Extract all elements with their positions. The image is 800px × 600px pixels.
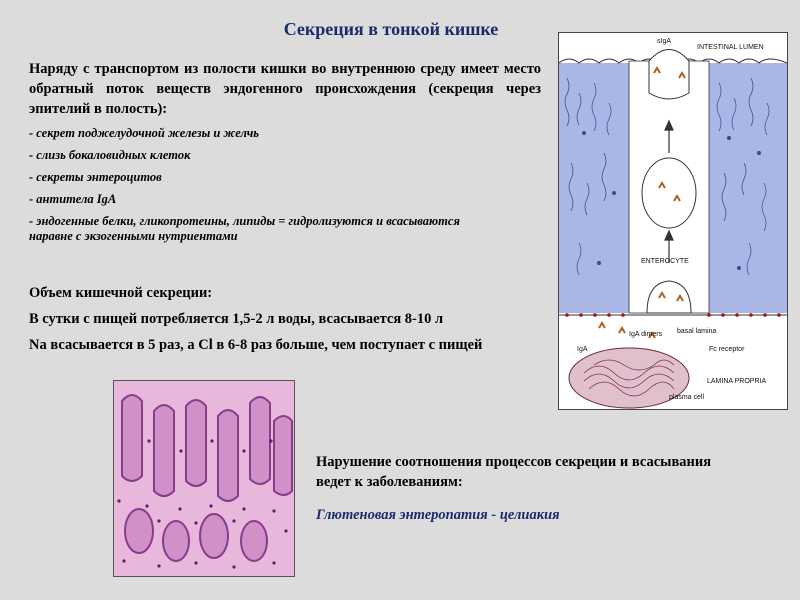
diagram-svg bbox=[559, 33, 787, 409]
list-item: - слизь бокаловидных клеток bbox=[29, 148, 191, 162]
label-basal-lamina: basal lamina bbox=[677, 328, 717, 335]
volume-line-ions: Na всасывается в 5 раз, а Cl в 6-8 раз больше, чем поступает с пищей bbox=[29, 337, 483, 353]
histology-micrograph bbox=[113, 380, 295, 577]
label-siga: sIgA bbox=[657, 38, 672, 45]
intro-paragraph: Наряду с транспортом из полости кишки во внутреннюю среду имеет место обратный поток веществ эндогенного происхождения (секреция через эпителий в полость): bbox=[29, 61, 541, 117]
label-intestinal-lumen: INTESTINAL LUMEN bbox=[697, 44, 764, 51]
list-item: - эндогенные белки, гликопротеины, липиды = гидролизуются и всасываются наравне с экзогенными нутриентами bbox=[29, 214, 460, 243]
list-item: - антитела IgA bbox=[29, 192, 117, 206]
label-lamina-propria: LAMINA PROPRIA bbox=[707, 378, 767, 385]
iga-transcytosis-diagram bbox=[558, 32, 788, 410]
label-iga: IgA bbox=[577, 346, 588, 353]
list-item: - секрет поджелудочной железы и желчь bbox=[29, 126, 259, 140]
list-item: - секреты энтероцитов bbox=[29, 170, 162, 184]
label-enterocyte: ENTEROCYTE bbox=[641, 258, 689, 265]
label-plasma-cell: plasma cell bbox=[669, 394, 705, 401]
micrograph-svg bbox=[114, 381, 294, 576]
label-iga-dimers: IgA dimers bbox=[629, 331, 663, 338]
conclusion-text: Нарушение соотношения процессов секреции и всасывания ведет к заболеваниям: bbox=[316, 454, 712, 490]
page-title: Секреция в тонкой кишке bbox=[283, 19, 499, 39]
secretion-list bbox=[29, 126, 499, 251]
volume-heading: Объем кишечной секреции: bbox=[29, 285, 213, 301]
secretion-volume-section bbox=[29, 283, 549, 361]
disease-name: Глютеновая энтеропатия - целиакия bbox=[316, 507, 560, 523]
volume-line-water: В сутки с пищей потребляется 1,5-2 л воды, всасывается 8-10 л bbox=[29, 311, 444, 327]
label-fc-receptor: Fc receptor bbox=[709, 346, 745, 353]
